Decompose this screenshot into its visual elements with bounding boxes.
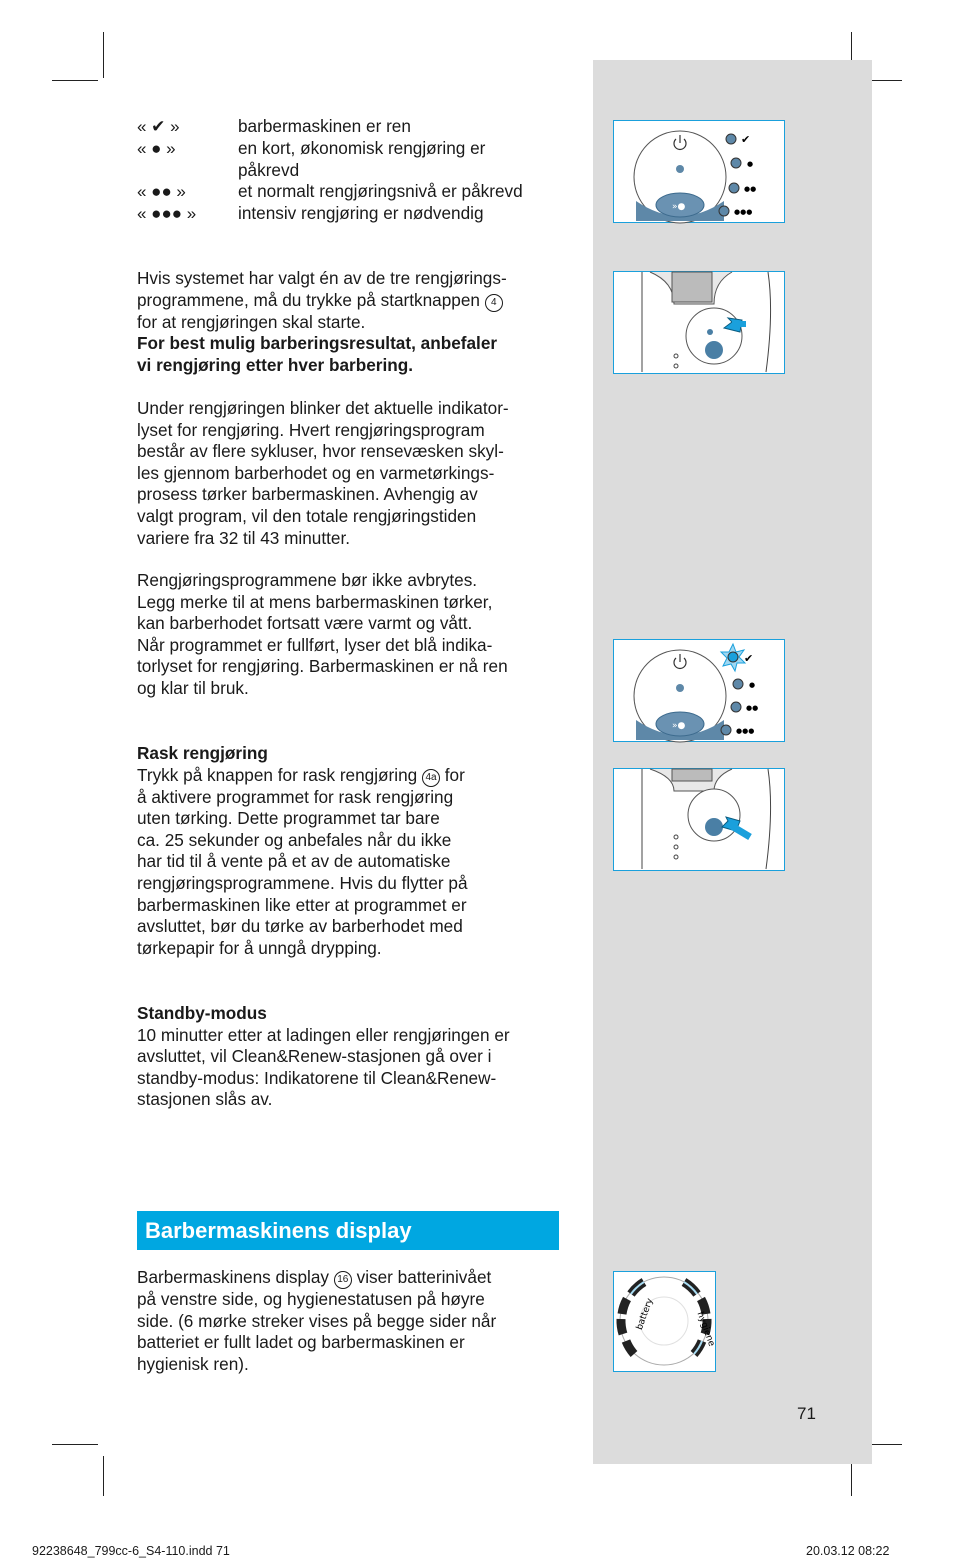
ref-number: 4a — [422, 769, 440, 787]
quick-clean-title: Rask rengjøring — [137, 743, 268, 763]
control-panel-lit-figure — [613, 639, 785, 742]
svg-text:●●●: ●●● — [736, 727, 755, 735]
control-panel-figure — [613, 120, 785, 223]
svg-text:●: ● — [747, 160, 754, 168]
indicator-text: barbermaskinen er ren — [238, 116, 411, 136]
crop-mark — [103, 1456, 104, 1496]
svg-text:●●: ●● — [746, 704, 759, 712]
ref-number: 16 — [334, 1271, 352, 1289]
station-quick-illustration — [614, 769, 783, 869]
standby-text: 10 minutter etter at ladingen eller rengjøringen er avsluttet, vil Clean&Renew-stasjonen gå over i standby-modus: Indikatorene til Clean&Renew- stasjonen slås av. — [137, 1024, 510, 1110]
svg-text:●: ● — [749, 681, 756, 689]
shaver-display-figure — [613, 1271, 716, 1372]
display-text: Barbermaskinens display — [137, 1267, 330, 1287]
crop-mark — [867, 1444, 902, 1445]
crop-mark — [52, 80, 98, 81]
station-quick-figure — [613, 768, 785, 871]
battery-label: battery — [634, 1297, 656, 1332]
quick-clean-text: å aktivere programmet for rask rengjøring uten tørking. Dette programmet tar bare ca. 25 sekunder og anbefales når du ikke har tid til å vente på et av de automatiske rengjøringsprogrammene. Hvis du flytter på barbermaskinen like etter at programmet er avsluttet, bør du tørke av barberhodet med tørkepapir for å unngå drypping. — [137, 786, 468, 958]
indicator-symbol: « ●● » — [137, 182, 186, 201]
footer-date: 20.03.12 08:22 — [806, 1544, 890, 1558]
drying-paragraph: Rengjøringsprogrammene bør ikke avbrytes. Legg merke til at mens barbermaskinen tørker, kan barberhodet fortsatt være varmt og vått. Når programmet er fullført, lyser det blå indika- torlyset for rengjøring. Barbermaskinen er nå ren og klar til bruk. — [137, 570, 508, 698]
indicator-symbol: « ✔ » — [137, 117, 180, 136]
ref-number: 4 — [485, 294, 503, 312]
standby-title: Standby-modus — [137, 1003, 267, 1023]
indicator-symbol: « ●●● » — [137, 204, 197, 223]
display-text: på venstre side, og hygienestatusen på høyre side. (6 mørke streker vises på begge sider når batteriet er fullt ladet og barbermaskinen er hygienisk ren). — [137, 1289, 497, 1374]
control-panel-lit-illustration — [614, 640, 783, 740]
standby-section — [137, 1003, 567, 1111]
cleaning-paragraph: Under rengjøringen blinker det aktuelle indikator- lyset for rengjøring. Hvert rengjøringsprogram består av flere sykluser, hvor rensevæsken skyl- les gjennom barberhodet og en varmetørkings- prosess tørker barbermaskinen. Avhengig av valgt program, vil den totale rengjøringstiden variere fra 32 til 43 minutter. — [137, 398, 509, 548]
start-paragraph — [137, 268, 567, 376]
recommendation-text: For best mulig barberingsresultat, anbefaler vi rengjøring etter hver barbering. — [137, 333, 498, 375]
quick-clean-text: for — [444, 764, 465, 785]
section-heading: Barbermaskinens display — [137, 1211, 559, 1250]
svg-text:»●: »● — [672, 202, 686, 212]
crop-mark — [103, 32, 104, 78]
display-paragraph — [137, 1267, 567, 1375]
indicator-text: intensiv rengjøring er nødvendig — [238, 203, 484, 223]
control-panel-illustration — [614, 121, 783, 221]
start-text: Hvis systemet har valgt én av de tre rengjørings- programmene, må du trykke på startknappen — [137, 268, 507, 310]
footer-file: 92238648_799cc-6_S4-110.indd 71 — [32, 1544, 230, 1558]
crop-mark — [867, 80, 902, 81]
shaver-display-illustration — [614, 1272, 717, 1370]
display-text: viser batterinivået — [356, 1267, 492, 1287]
station-illustration — [614, 272, 783, 372]
quick-clean-text: Trykk på knappen for rask rengjøring — [137, 764, 418, 785]
start-text-end: for at rengjøringen skal starte. — [137, 311, 366, 332]
indicator-text: en kort, økonomisk rengjøring er påkrevd — [238, 138, 486, 180]
station-start-figure — [613, 271, 785, 374]
indicator-symbol: « ● » — [137, 139, 176, 158]
quick-clean-section — [137, 743, 567, 959]
page-number: 71 — [797, 1404, 816, 1423]
indicator-text: et normalt rengjøringsnivå er påkrevd — [238, 181, 523, 201]
svg-text:»●: »● — [672, 721, 686, 731]
svg-text:●●: ●● — [744, 185, 757, 193]
crop-mark — [52, 1444, 98, 1445]
svg-text:✔: ✔ — [741, 133, 751, 146]
hygiene-label: hygiene — [694, 1310, 717, 1348]
svg-text:✔: ✔ — [744, 652, 754, 665]
svg-text:●●●: ●●● — [734, 208, 753, 216]
